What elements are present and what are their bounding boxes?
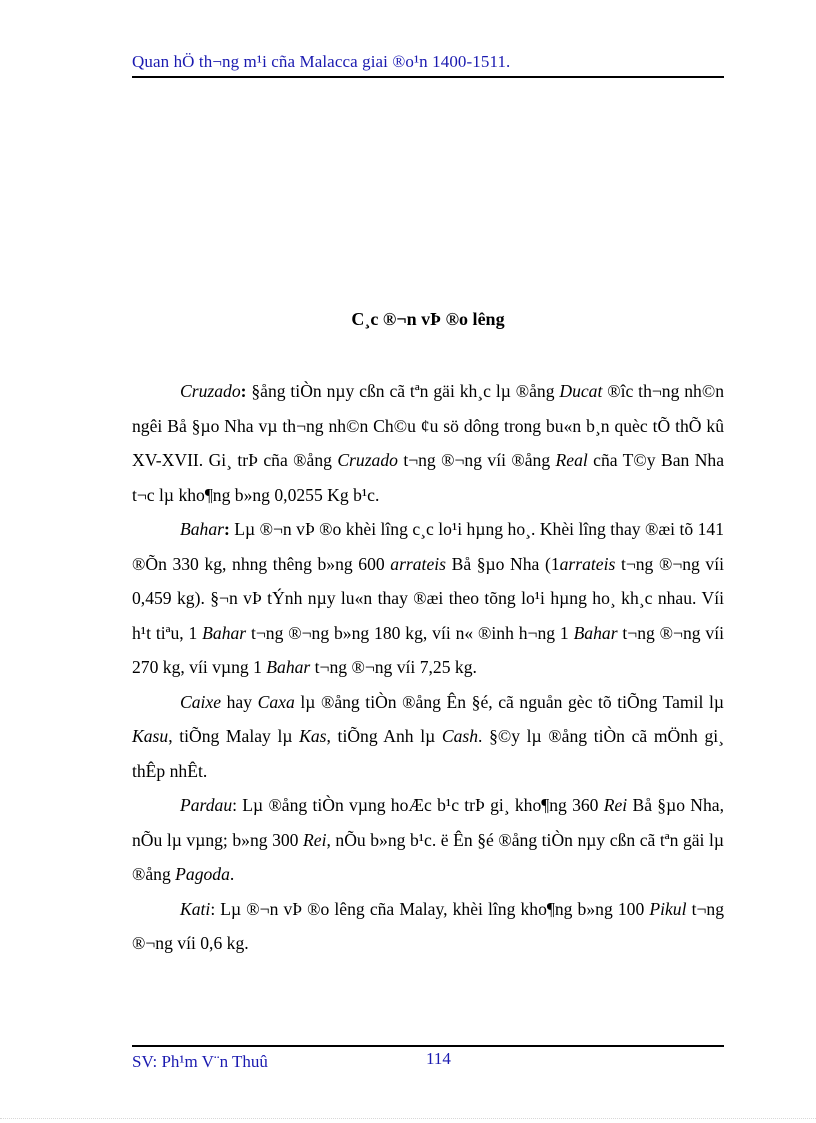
text-run: §ång tiÒn nµy cßn cã tªn gäi kh¸c lµ ®ång [246,381,560,401]
text-run: t¬ng ®¬ng víi 0,459 kg). §¬n vÞ tÝnh nµy lu«n thay ®æi theo tõng lo¹i hµng ho¸ kh¸c nhau. Víi h¹t tiªu, 1 [132,553,724,643]
text-run: Lµ ®¬n vÞ ®o khèi lîng c¸c lo¹i hµng ho¸. Khèi lîng thay ®æi tõ 141 ®Õn 330 kg, nhng thêng b»ng 600 [132,519,724,574]
italic-term: Real [555,450,588,470]
italic-term: Cruzado [337,450,398,470]
italic-term: Bahar [202,622,247,643]
italic-term: Rei [603,795,628,815]
italic-term: Bahar [573,622,618,643]
text-run: Bå §µo Nha, nÕu lµ vµng; b»ng 300 [132,795,724,850]
text-run: : Lµ ®¬n vÞ ®o lêng cña Malay, khèi lîng kho¶ng b»ng 100 [210,898,650,919]
italic-term: arrateis [390,553,446,574]
italic-term: arrateis [559,553,616,574]
paragraph-pardau [132,788,724,892]
text-run: , tiÕng Malay lµ [168,726,300,746]
paragraph-kati [132,892,724,961]
page-header [132,52,724,78]
text-run: : [223,519,230,539]
text-run: Bå §µo Nha (1 [446,553,560,574]
text-run: ®îc th¬ng nh©n ngêi Bå §µo Nha vµ th¬ng nh©n Ch©u ¢u sö dông trong bu«n b¸n quèc tÕ thÕ kû XV-XVII. Gi¸ trÞ cña ®ång [132,381,725,470]
text-run: t¬ng ®¬ng víi 7,25 kg. [310,657,477,677]
italic-term: Kasu [132,726,169,746]
header-title: Quan hÖ th¬ng m¹i cña Malacca giai ®o¹n 1400-1511. [132,52,511,71]
page-edge-divider [0,1118,816,1119]
paragraph-cruzado [132,374,724,512]
italic-term: Pikul [649,898,687,919]
italic-term: Pardau [180,795,233,815]
header-divider [132,76,724,78]
text-run: : [240,381,247,401]
text-run: . §©y lµ ®ång tiÒn cã mÖnh gi¸ thÊp nhÊt. [132,726,724,781]
section-title: C¸c ®¬n vÞ ®o lêng [351,309,505,329]
italic-term: Rei [303,829,327,850]
italic-term: Bahar [266,657,311,677]
text-run: lµ ®ång tiÒn ®ång Ên §é, cã nguån gèc tõ tiÕng Tamil lµ [294,691,725,712]
text-run: , tiÕng Anh lµ [326,726,442,746]
italic-term: Pagoda [175,864,230,884]
text-run: hay [221,691,258,712]
paragraph-bahar [132,512,724,685]
text-run: : Lµ ®ång tiÒn vµng hoÆc b¹c trÞ gi¸ kho¶ng 360 [232,795,604,815]
text-run: t¬ng ®¬ng víi 0,6 kg. [132,898,724,953]
italic-term: Kas [299,726,327,746]
text-run: t¬ng ®¬ng víi ®ång [397,450,556,470]
page-number: 114 [426,1049,451,1068]
italic-term: Caxa [257,691,295,712]
text-run: t¬ng ®¬ng b»ng 180 kg, víi n« ®inh h¬ng 1 [246,622,574,643]
italic-term: Cruzado [180,381,241,401]
text-run: t¬ng ®¬ng víi 270 kg, víi vµng 1 [132,622,724,677]
italic-term: Caixe [180,691,222,712]
paragraph-caixe [132,685,724,789]
italic-term: Kati [180,898,211,919]
text-run: cña T©y Ban Nha t¬c lµ kho¶ng b»ng 0,0255 Kg b¹c. [132,450,725,505]
text-run: , nÕu b»ng b¹c. ë Ên §é ®ång tiÒn nµy cßn cã tªn gäi lµ ®ång [132,829,724,884]
italic-term: Bahar [180,519,224,539]
footer-author: SV: Ph¹m V¨n Thuû [132,1052,268,1071]
text-run: . [229,864,235,884]
italic-term: Cash [441,726,479,746]
italic-term: Ducat [559,381,603,401]
page-footer [132,1045,724,1071]
document-body [132,374,724,961]
